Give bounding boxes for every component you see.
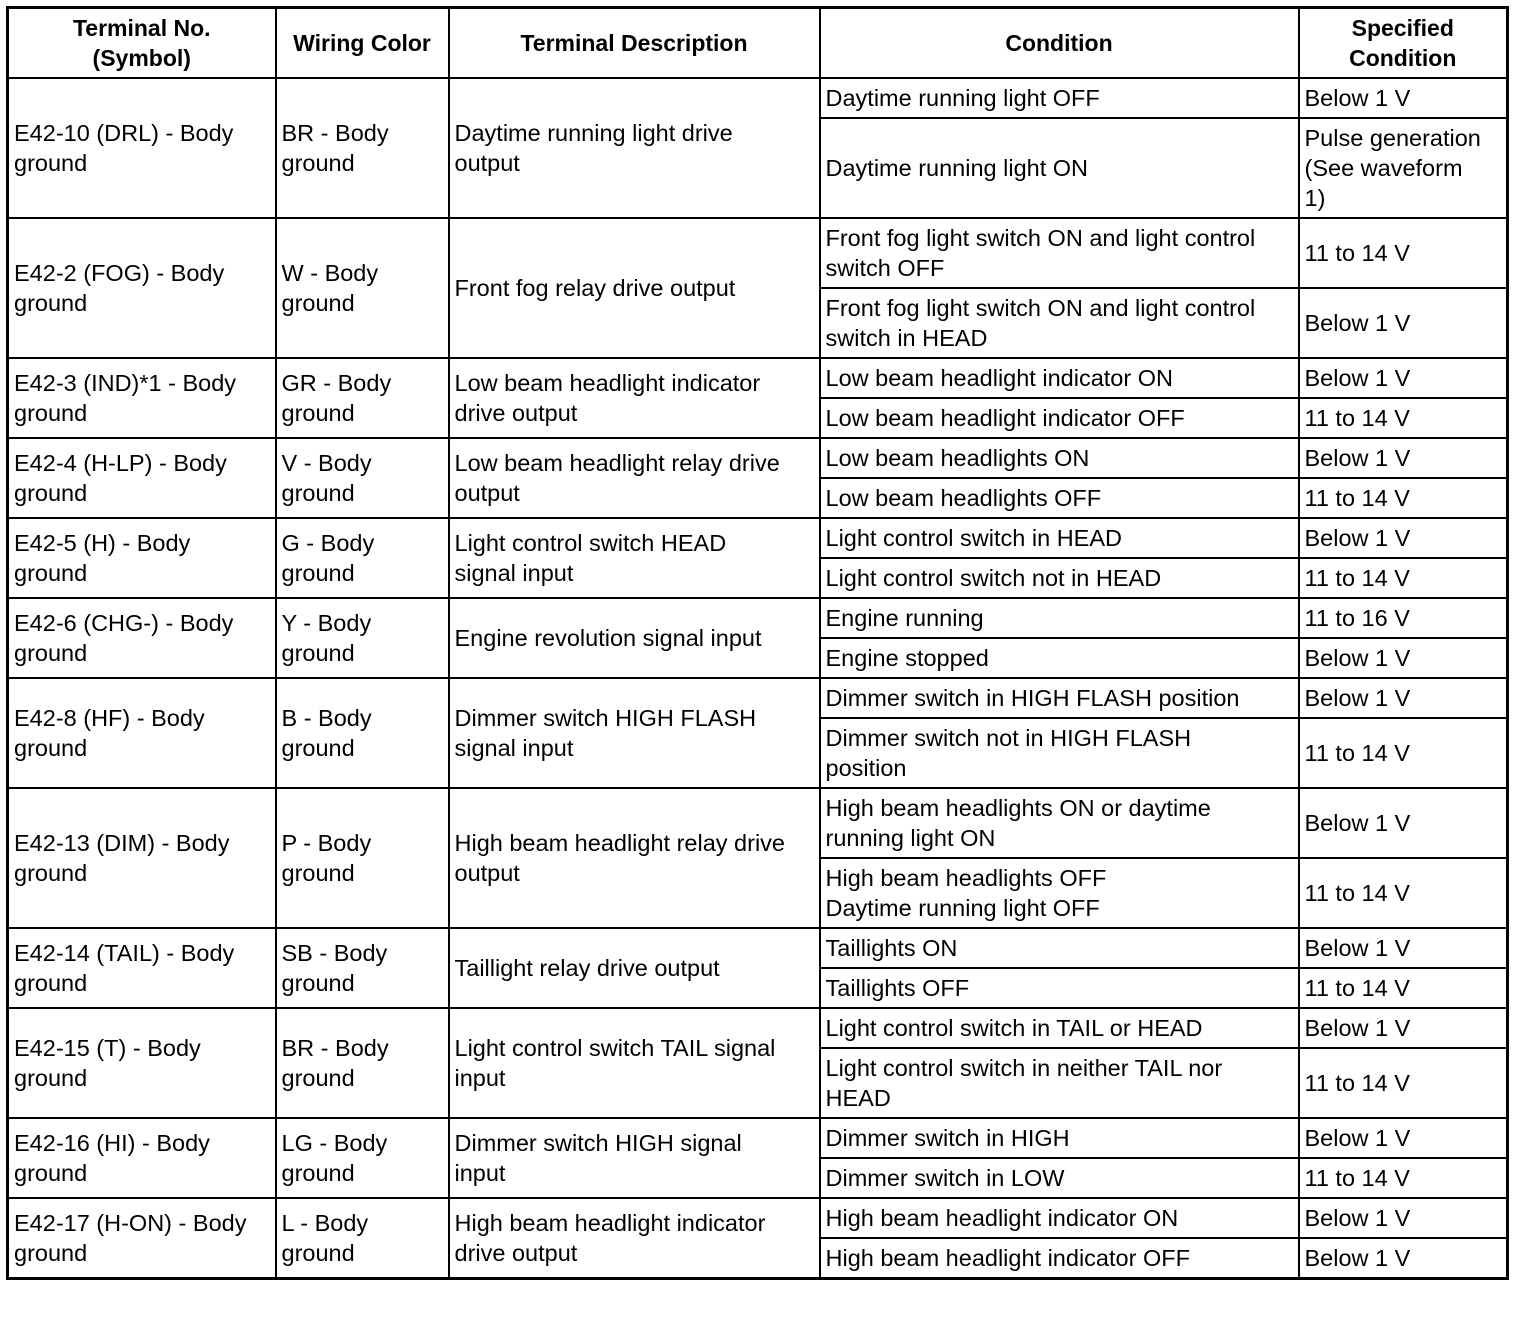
header-wiring-color: Wiring Color bbox=[276, 8, 449, 79]
terminal-cell: E42-17 (H-ON) - Body ground bbox=[8, 1198, 276, 1279]
description-cell: Dimmer switch HIGH FLASH signal input bbox=[449, 678, 820, 788]
specified-cell: 11 to 14 V bbox=[1299, 1158, 1508, 1198]
table-row bbox=[8, 678, 1508, 718]
wiring-color-cell: G - Body ground bbox=[276, 518, 449, 598]
condition-cell: High beam headlights OFF Daytime running light OFF bbox=[820, 858, 1299, 928]
table-row bbox=[8, 218, 1508, 288]
terminal-cell: E42-2 (FOG) - Body ground bbox=[8, 218, 276, 358]
specified-cell: Below 1 V bbox=[1299, 788, 1508, 858]
condition-cell: Light control switch in neither TAIL nor HEAD bbox=[820, 1048, 1299, 1118]
specified-cell: Below 1 V bbox=[1299, 1008, 1508, 1048]
terminal-cell: E42-10 (DRL) - Body ground bbox=[8, 78, 276, 218]
condition-cell: Light control switch in TAIL or HEAD bbox=[820, 1008, 1299, 1048]
wiring-color-cell: V - Body ground bbox=[276, 438, 449, 518]
description-cell: High beam headlight indicator drive output bbox=[449, 1198, 820, 1279]
condition-cell: Engine running bbox=[820, 598, 1299, 638]
terminal-cell: E42-16 (HI) - Body ground bbox=[8, 1118, 276, 1198]
specified-cell: 11 to 14 V bbox=[1299, 858, 1508, 928]
condition-cell: Front fog light switch ON and light control switch OFF bbox=[820, 218, 1299, 288]
specified-cell: Below 1 V bbox=[1299, 288, 1508, 358]
condition-cell: Dimmer switch in HIGH bbox=[820, 1118, 1299, 1158]
wiring-color-cell: Y - Body ground bbox=[276, 598, 449, 678]
specified-cell: Below 1 V bbox=[1299, 358, 1508, 398]
wiring-color-cell: W - Body ground bbox=[276, 218, 449, 358]
condition-cell: Low beam headlight indicator OFF bbox=[820, 398, 1299, 438]
condition-cell: Dimmer switch in HIGH FLASH position bbox=[820, 678, 1299, 718]
specified-cell: 11 to 14 V bbox=[1299, 398, 1508, 438]
terminal-cell: E42-15 (T) - Body ground bbox=[8, 1008, 276, 1118]
terminal-cell: E42-5 (H) - Body ground bbox=[8, 518, 276, 598]
table-row bbox=[8, 518, 1508, 558]
header-terminal-description: Terminal Description bbox=[449, 8, 820, 79]
specified-cell: 11 to 16 V bbox=[1299, 598, 1508, 638]
condition-cell: Daytime running light ON bbox=[820, 118, 1299, 218]
condition-cell: Dimmer switch in LOW bbox=[820, 1158, 1299, 1198]
header-condition: Condition bbox=[820, 8, 1299, 79]
description-cell: Engine revolution signal input bbox=[449, 598, 820, 678]
condition-cell: Daytime running light OFF bbox=[820, 78, 1299, 118]
wiring-color-cell: LG - Body ground bbox=[276, 1118, 449, 1198]
terminal-spec-table bbox=[6, 6, 1509, 1280]
description-cell: Taillight relay drive output bbox=[449, 928, 820, 1008]
table-row bbox=[8, 1198, 1508, 1238]
table-row bbox=[8, 78, 1508, 118]
description-cell: Light control switch TAIL signal input bbox=[449, 1008, 820, 1118]
table-row bbox=[8, 438, 1508, 478]
specified-cell: Below 1 V bbox=[1299, 678, 1508, 718]
specified-cell: Below 1 V bbox=[1299, 638, 1508, 678]
wiring-color-cell: B - Body ground bbox=[276, 678, 449, 788]
description-cell: Daytime running light drive output bbox=[449, 78, 820, 218]
condition-cell: High beam headlight indicator ON bbox=[820, 1198, 1299, 1238]
table-row bbox=[8, 928, 1508, 968]
condition-cell: Front fog light switch ON and light control switch in HEAD bbox=[820, 288, 1299, 358]
wiring-color-cell: P - Body ground bbox=[276, 788, 449, 928]
description-cell: High beam headlight relay drive output bbox=[449, 788, 820, 928]
table-row bbox=[8, 358, 1508, 398]
terminal-cell: E42-3 (IND)*1 - Body ground bbox=[8, 358, 276, 438]
terminal-cell: E42-13 (DIM) - Body ground bbox=[8, 788, 276, 928]
specified-cell: Below 1 V bbox=[1299, 78, 1508, 118]
specified-cell: Below 1 V bbox=[1299, 1198, 1508, 1238]
specified-cell: Below 1 V bbox=[1299, 1118, 1508, 1158]
condition-cell: Taillights ON bbox=[820, 928, 1299, 968]
specified-cell: Below 1 V bbox=[1299, 438, 1508, 478]
table-row bbox=[8, 788, 1508, 858]
terminal-cell: E42-8 (HF) - Body ground bbox=[8, 678, 276, 788]
specified-cell: 11 to 14 V bbox=[1299, 478, 1508, 518]
table-row bbox=[8, 1118, 1508, 1158]
specified-cell: Below 1 V bbox=[1299, 1238, 1508, 1279]
wiring-color-cell: GR - Body ground bbox=[276, 358, 449, 438]
table-header-row bbox=[8, 8, 1508, 79]
specified-cell: 11 to 14 V bbox=[1299, 1048, 1508, 1118]
wiring-color-cell: SB - Body ground bbox=[276, 928, 449, 1008]
condition-cell: Dimmer switch not in HIGH FLASH position bbox=[820, 718, 1299, 788]
specified-cell: Pulse generation (See waveform 1) bbox=[1299, 118, 1508, 218]
description-cell: Front fog relay drive output bbox=[449, 218, 820, 358]
condition-cell: High beam headlights ON or daytime running light ON bbox=[820, 788, 1299, 858]
table-row bbox=[8, 1008, 1508, 1048]
header-specified-condition: Specified Condition bbox=[1299, 8, 1508, 79]
condition-cell: Taillights OFF bbox=[820, 968, 1299, 1008]
wiring-color-cell: BR - Body ground bbox=[276, 1008, 449, 1118]
condition-cell: Light control switch in HEAD bbox=[820, 518, 1299, 558]
wiring-color-cell: BR - Body ground bbox=[276, 78, 449, 218]
spec-table-container bbox=[6, 6, 1506, 1280]
specified-cell: 11 to 14 V bbox=[1299, 218, 1508, 288]
description-cell: Light control switch HEAD signal input bbox=[449, 518, 820, 598]
description-cell: Low beam headlight relay drive output bbox=[449, 438, 820, 518]
condition-cell: Low beam headlights ON bbox=[820, 438, 1299, 478]
table-row bbox=[8, 598, 1508, 638]
condition-cell: Low beam headlight indicator ON bbox=[820, 358, 1299, 398]
condition-cell: Engine stopped bbox=[820, 638, 1299, 678]
condition-cell: Low beam headlights OFF bbox=[820, 478, 1299, 518]
terminal-cell: E42-14 (TAIL) - Body ground bbox=[8, 928, 276, 1008]
specified-cell: Below 1 V bbox=[1299, 928, 1508, 968]
specified-cell: 11 to 14 V bbox=[1299, 968, 1508, 1008]
specified-cell: Below 1 V bbox=[1299, 518, 1508, 558]
terminal-cell: E42-4 (H-LP) - Body ground bbox=[8, 438, 276, 518]
terminal-cell: E42-6 (CHG-) - Body ground bbox=[8, 598, 276, 678]
header-terminal-no: Terminal No. (Symbol) bbox=[8, 8, 276, 79]
condition-cell: High beam headlight indicator OFF bbox=[820, 1238, 1299, 1279]
wiring-color-cell: L - Body ground bbox=[276, 1198, 449, 1279]
description-cell: Low beam headlight indicator drive output bbox=[449, 358, 820, 438]
description-cell: Dimmer switch HIGH signal input bbox=[449, 1118, 820, 1198]
specified-cell: 11 to 14 V bbox=[1299, 718, 1508, 788]
condition-cell: Light control switch not in HEAD bbox=[820, 558, 1299, 598]
specified-cell: 11 to 14 V bbox=[1299, 558, 1508, 598]
